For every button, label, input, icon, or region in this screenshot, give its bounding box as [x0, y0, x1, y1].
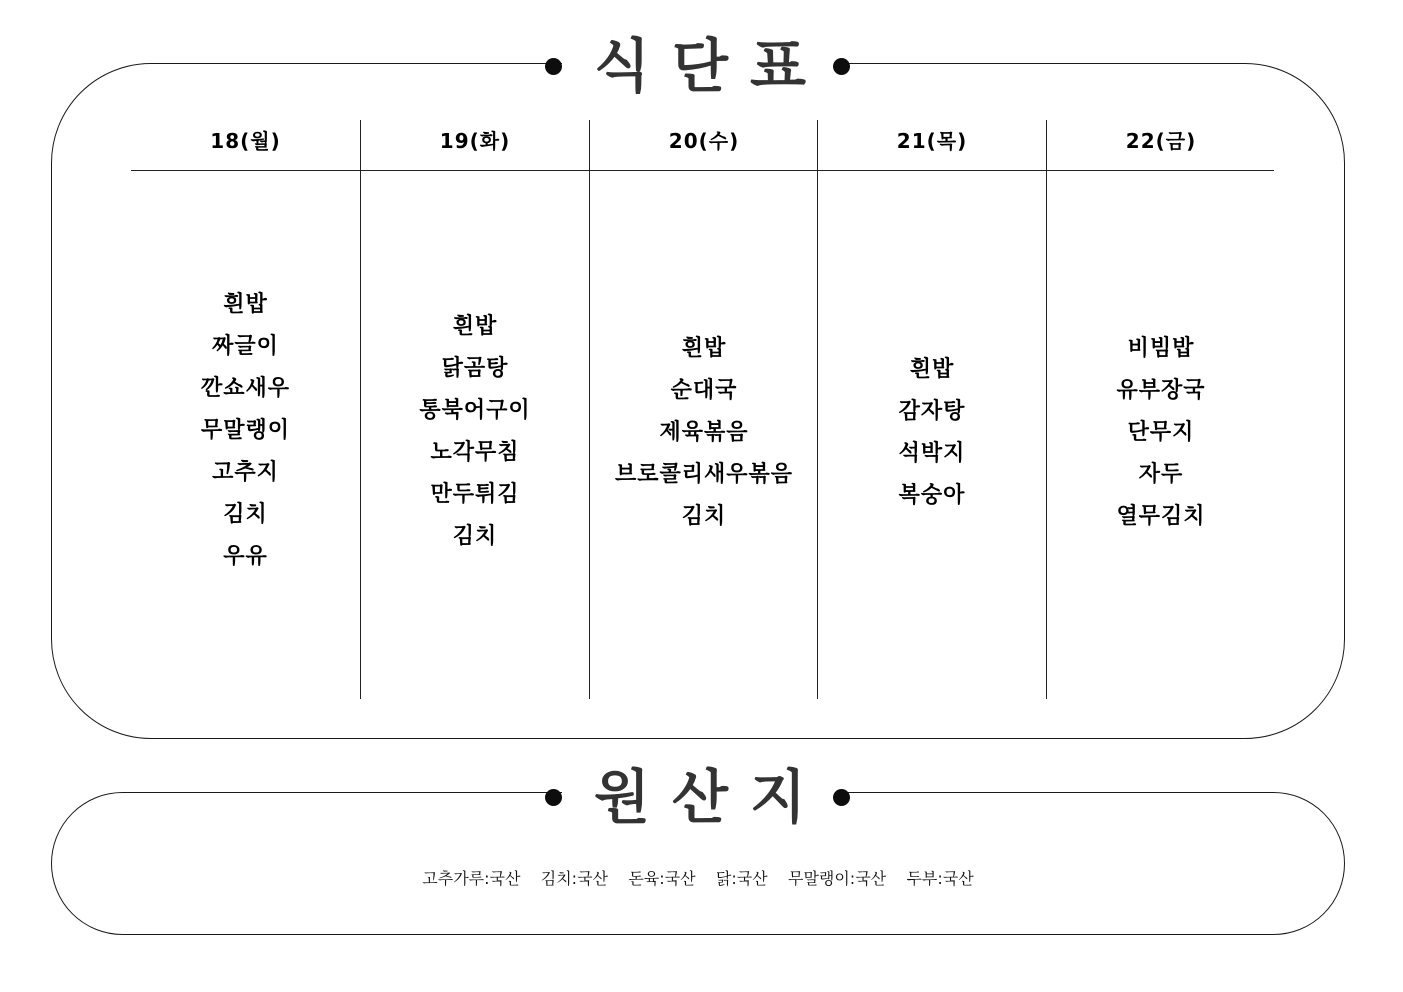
menu-item: 열무김치 — [1116, 504, 1206, 529]
menu-item: 우유 — [223, 544, 268, 569]
menu-item: 짜글이 — [212, 334, 279, 359]
menu-item: 김치 — [223, 502, 268, 527]
menu-item-list — [131, 284, 360, 578]
menu-item: 흰밥 — [452, 314, 498, 339]
menu-item: 비빔밥 — [1127, 336, 1195, 361]
menu-item: 김치 — [681, 504, 727, 529]
menu-item-list — [361, 306, 589, 558]
origin-title-block — [530, 762, 870, 832]
menu-item: 단무지 — [1127, 420, 1195, 445]
menu-title: 식단표 — [572, 31, 828, 101]
menu-item: 닭곰탕 — [441, 356, 509, 381]
bullet-dot-icon — [833, 58, 850, 75]
menu-item: 고추지 — [212, 460, 279, 485]
day-header: 22(금) — [1125, 129, 1197, 153]
bullet-dot-icon — [545, 789, 562, 806]
menu-item: 유부장국 — [1116, 378, 1206, 403]
day-column-mon — [131, 120, 360, 699]
menu-title-block — [530, 31, 870, 101]
bullet-dot-icon — [545, 58, 562, 75]
origin-info: 고추가루:국산 김치:국산 돈육:국산 닭:국산 무말랭이:국산 두부:국산 — [422, 869, 974, 888]
menu-item: 흰밥 — [681, 336, 727, 361]
menu-item: 감자탕 — [898, 399, 966, 424]
menu-item: 제육볶음 — [659, 420, 749, 445]
day-header: 18(월) — [210, 129, 281, 153]
origin-title: 원산지 — [572, 762, 828, 832]
menu-item: 무말랭이 — [200, 418, 290, 443]
bullet-dot-icon — [833, 789, 850, 806]
menu-item: 흰밥 — [223, 292, 268, 317]
menu-item: 만두튀김 — [430, 482, 520, 507]
day-column-fri — [1046, 120, 1275, 699]
day-header: 19(화) — [439, 129, 511, 153]
day-column-thu — [817, 120, 1046, 699]
day-header: 21(목) — [896, 129, 968, 153]
menu-item: 브로콜리새우볶음 — [614, 462, 794, 487]
menu-item-list — [1047, 328, 1275, 538]
menu-item-list — [818, 349, 1046, 517]
menu-item: 김치 — [452, 524, 498, 549]
menu-item: 석박지 — [898, 441, 966, 466]
day-header: 20(수) — [668, 129, 740, 153]
menu-item: 복숭아 — [898, 483, 966, 508]
menu-item-list — [590, 328, 818, 538]
menu-item: 자두 — [1138, 462, 1184, 487]
menu-item: 깐쇼새우 — [200, 376, 290, 401]
menu-item: 통북어구이 — [419, 398, 531, 423]
day-column-wed — [589, 120, 818, 699]
menu-item: 순대국 — [670, 378, 738, 403]
menu-table — [131, 120, 1274, 699]
menu-item: 흰밥 — [909, 357, 955, 382]
day-column-tue — [360, 120, 589, 699]
menu-item: 노각무침 — [430, 440, 520, 465]
